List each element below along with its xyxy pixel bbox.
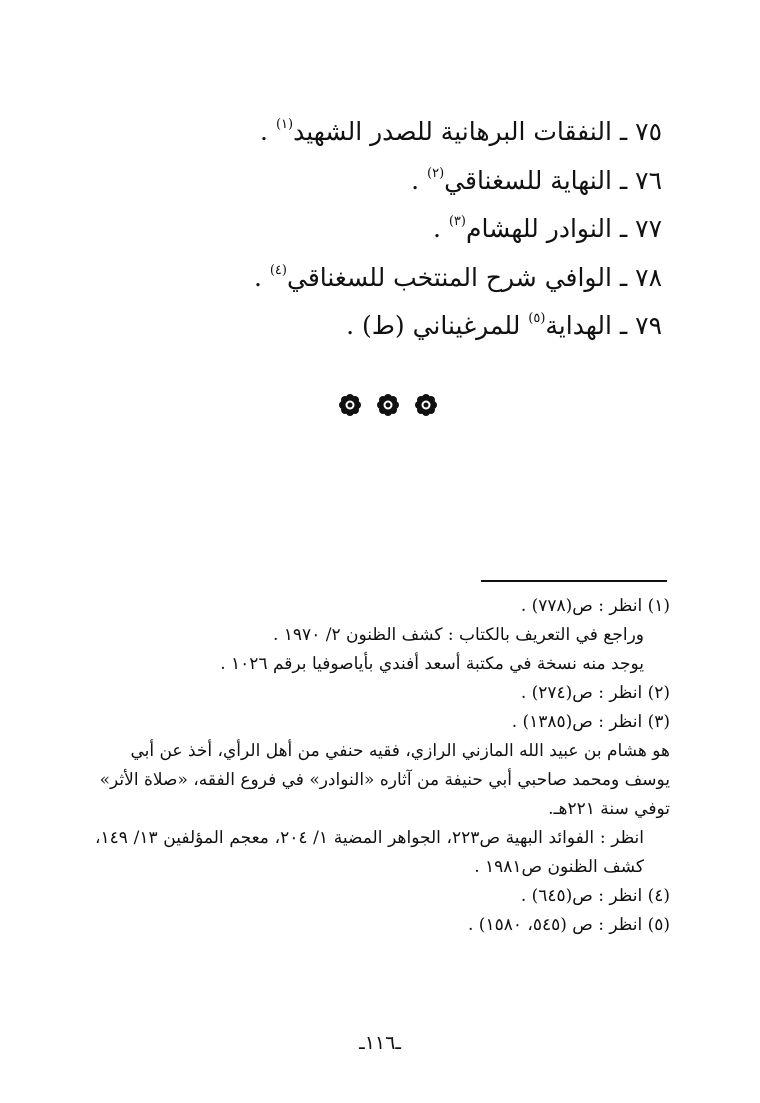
flower-ornament-icon — [414, 393, 438, 417]
entry-list — [102, 108, 662, 351]
list-item — [102, 254, 662, 303]
footnote-1: (١) انظر : ص(٧٧٨) . — [520, 596, 670, 616]
entry-tail: للمرغيناني (ط) . — [346, 311, 529, 340]
footnote-3-sources: انظر : الفوائد البهية ص٢٢٣، الجواهر المضية ١/ ٢٠٤، معجم المؤلفين ١٣/ ١٤٩، كشف الظنون ص١٩٨١ . — [95, 828, 645, 877]
footnote-marker[interactable]: (٤) — [269, 262, 287, 278]
footnote-3-biography: هو هشام بن عبيد الله المازني الرازي، فقيه حنفي من أهل الرأي، أخذ عن أبي يوسف ومحمد صاحبي أبي حنيفة من آثاره «النوادر» في فروع الفقه، «صلاة الأثر» توفي سنة ٢٢١هـ. — [99, 741, 670, 819]
list-item — [102, 302, 662, 351]
entry-tail: . — [253, 262, 270, 292]
page-number: ـ١١٦ـ — [359, 1032, 401, 1054]
flower-ornament-icon — [338, 393, 362, 417]
entry-text: ٧٥ ـ النفقات البرهانية للصدر الشهيد — [293, 117, 662, 146]
footnote-1-reference: وراجع في التعريف بالكتاب : كشف الظنون ٢/ ١٩٧٠ . — [272, 625, 644, 645]
footnote-3: (٣) انظر : ص(١٣٨٥) . — [511, 712, 670, 732]
footnote-5: (٥) انظر : ص (٥٤٥، ١٥٨٠) . — [467, 915, 670, 935]
entry-tail: . — [432, 214, 449, 243]
footnote-1-manuscript: يوجد منه نسخة في مكتبة أسعد أفندي بأياصوفيا برقم ١٠٢٦ . — [220, 654, 644, 674]
entry-text: ٧٩ ـ الهداية — [545, 311, 662, 340]
footnote-4: (٤) انظر : ص(٦٤٥) . — [520, 886, 670, 906]
footnote-separator — [481, 580, 667, 582]
entry-tail: . — [411, 165, 428, 195]
entry-text: ٧٧ ـ النوادر للهشام — [465, 214, 662, 243]
footnote-2: (٢) انظر : ص(٢٧٤) . — [520, 683, 670, 703]
footnote-marker[interactable]: (٥) — [528, 311, 546, 326]
entry-text: ٧٦ ـ النهاية للسغناقي — [444, 165, 662, 195]
entry-tail: . — [260, 117, 276, 146]
list-item — [102, 108, 662, 157]
list-item — [102, 157, 662, 206]
footnotes — [95, 592, 670, 940]
list-item — [102, 205, 662, 254]
footnote-marker[interactable]: (١) — [275, 117, 294, 132]
footnote-marker[interactable]: (٣) — [448, 214, 466, 229]
entry-text: ٧٨ ـ الوافي شرح المنتخب للسغناقي — [286, 262, 662, 292]
footnote-marker[interactable]: (٢) — [427, 165, 445, 181]
flower-ornament-icon — [376, 393, 400, 417]
section-divider-ornaments — [338, 393, 438, 417]
